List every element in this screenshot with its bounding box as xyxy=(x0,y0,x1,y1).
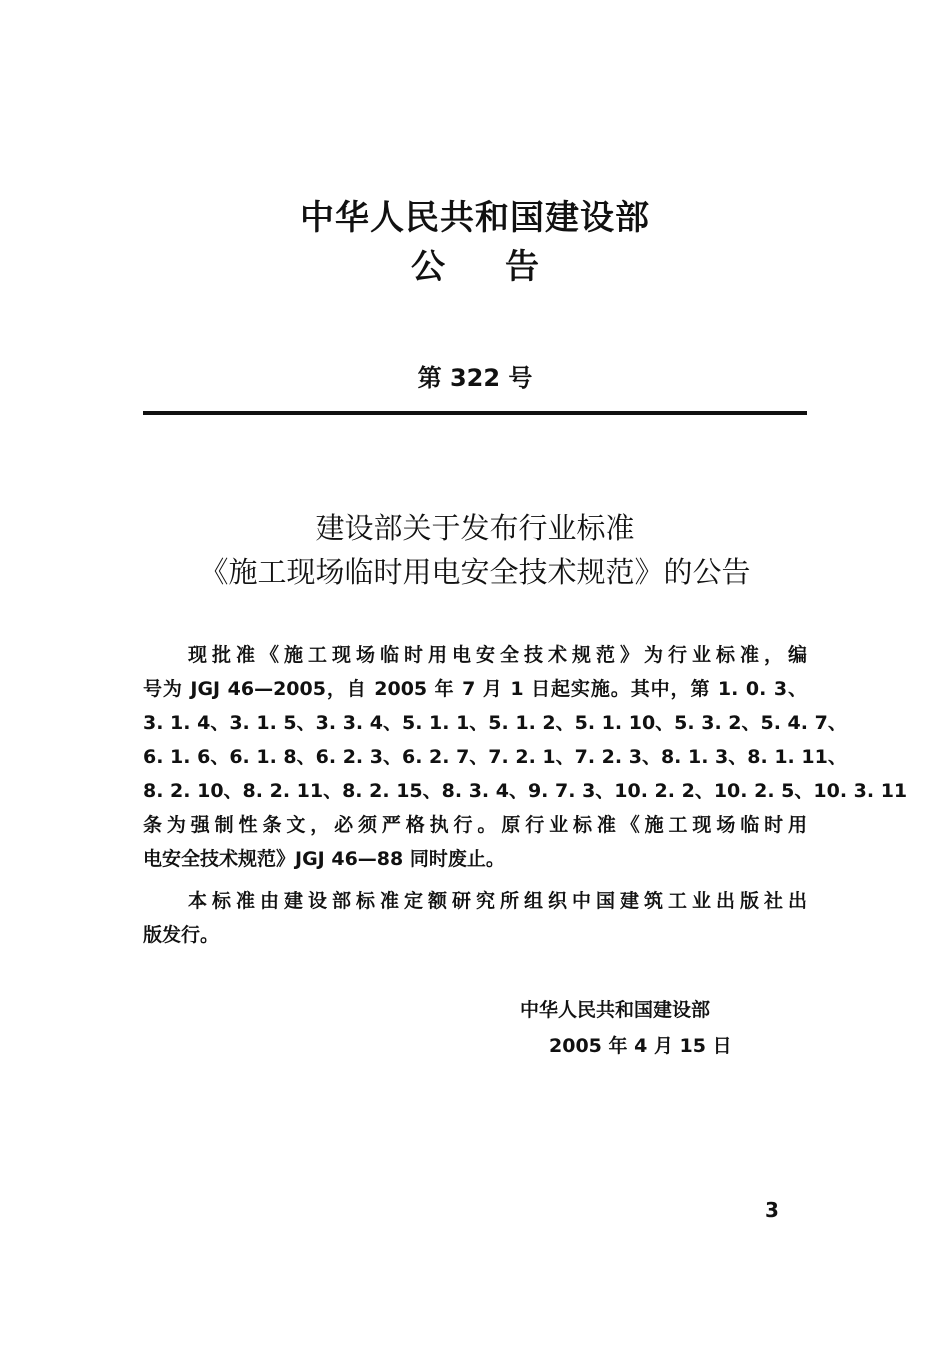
announcement-title-line-2: 《施工现场临时用电安全技术规范》的公告 xyxy=(199,555,751,589)
body-paragraph-2-line: 版发行。 xyxy=(143,924,220,946)
body-paragraph-1-line: 现批准《施工现场临时用电安全技术规范》为行业标准，编 xyxy=(188,644,807,666)
notice-label: 公告 xyxy=(411,247,599,287)
body-paragraph-1-line: 6. 1. 6、6. 1. 8、6. 2. 3、6. 2. 7、7. 2. 1、7. 2. 3、8. 1. 3、8. 1. 11、 xyxy=(143,746,847,768)
body-paragraph-2-line: 本标准由建设部标准定额研究所组织中国建筑工业出版社出 xyxy=(188,890,807,912)
body-paragraph-1-line: 号为 JGJ 46—2005，自 2005 年 7 月 1 日起实施。其中，第 1. 0. 3、 xyxy=(143,678,807,700)
header-divider xyxy=(143,411,807,415)
page-number: 3 xyxy=(765,1198,779,1222)
signature-organization: 中华人民共和国建设部 xyxy=(520,999,711,1021)
document-number: 第 322 号 xyxy=(417,364,533,392)
body-paragraph-1-line: 电安全技术规范》JGJ 46—88 同时废止。 xyxy=(143,848,505,870)
signature-date: 2005 年 4 月 15 日 xyxy=(549,1035,732,1057)
body-paragraph-1-line: 条为强制性条文，必须严格执行。原行业标准《施工现场临时用 xyxy=(143,814,807,836)
announcement-title-line-1: 建设部关于发布行业标准 xyxy=(315,511,635,545)
issuer-title: 中华人民共和国建设部 xyxy=(300,198,650,238)
body-paragraph-1-line: 3. 1. 4、3. 1. 5、3. 3. 4、5. 1. 1、5. 1. 2、5. 1. 10、5. 3. 2、5. 4. 7、 xyxy=(143,712,847,734)
body-paragraph-1-line: 8. 2. 10、8. 2. 11、8. 2. 15、8. 3. 4、9. 7. 3、10. 2. 2、10. 2. 5、10. 3. 11 xyxy=(143,780,908,802)
